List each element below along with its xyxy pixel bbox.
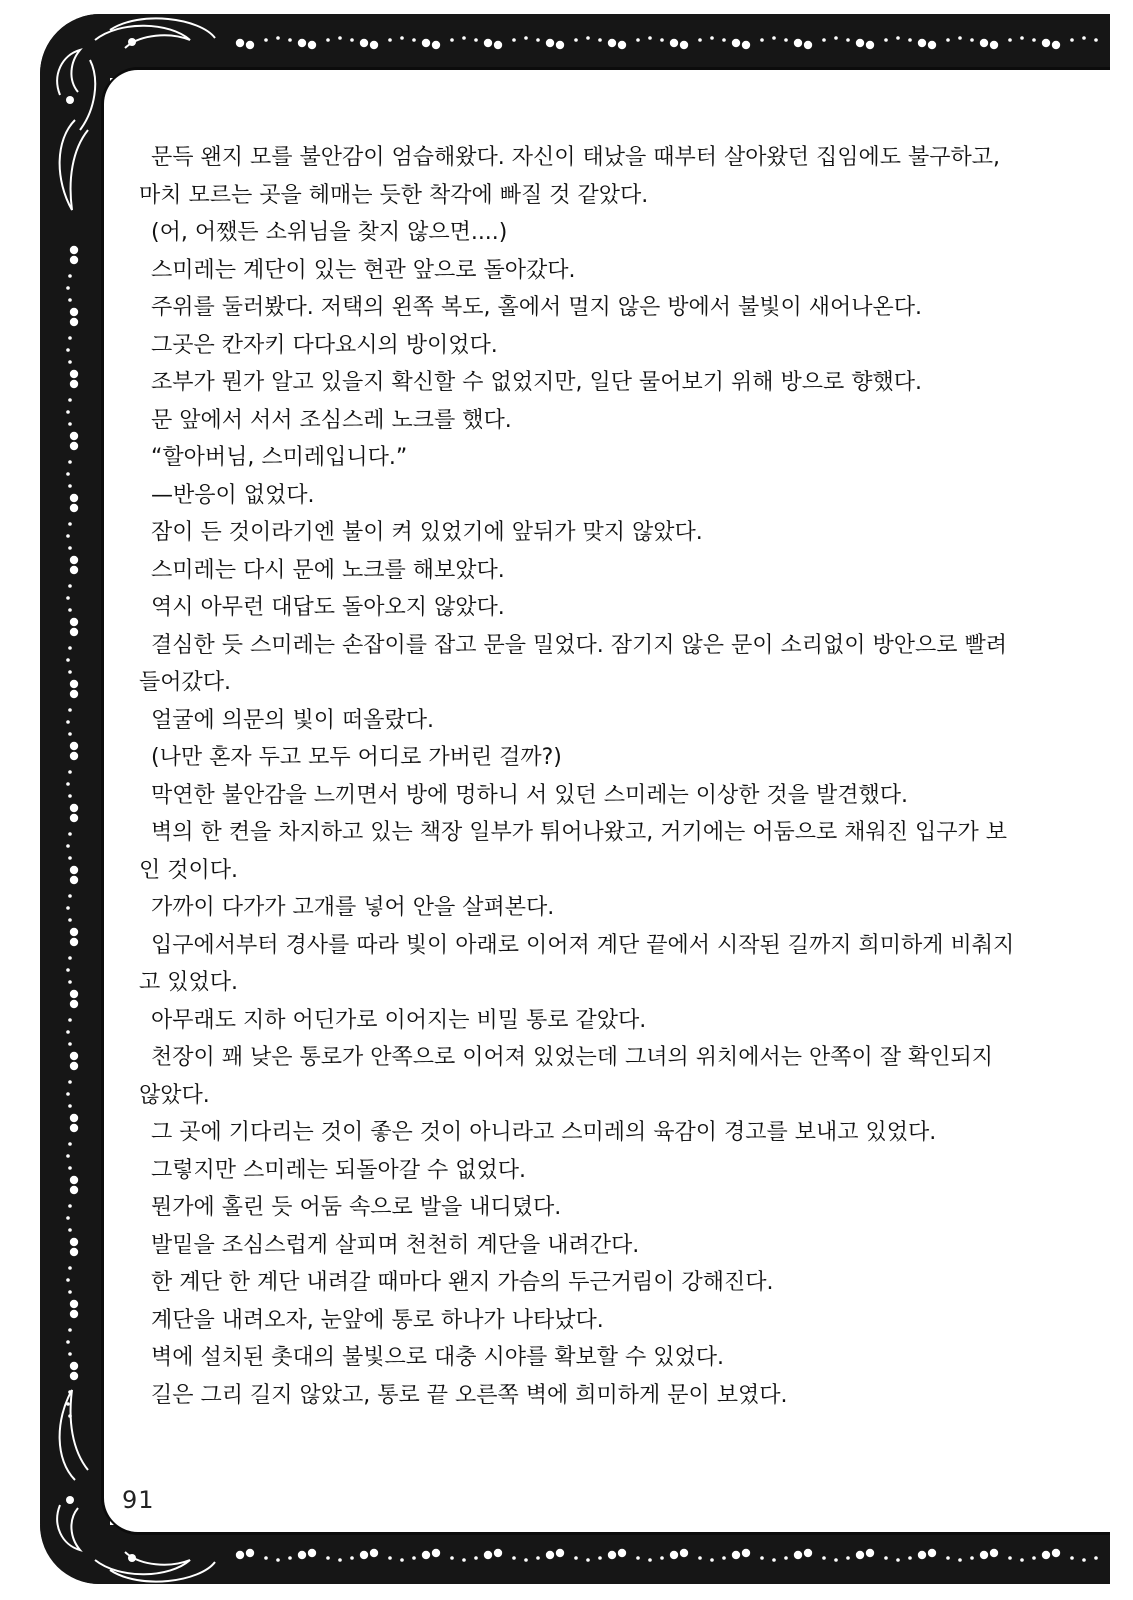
border-dot (946, 38, 950, 42)
border-dot (68, 956, 72, 960)
border-dot (70, 866, 78, 874)
text-line: 막연한 불안감을 느끼면서 방에 멍하니 서 있던 스미레는 이상한 것을 발견했다. (151, 782, 908, 808)
text-line: 스미레는 다시 문에 노크를 해보았다. (151, 557, 505, 583)
border-dot (246, 41, 254, 49)
border-dot (68, 794, 72, 798)
border-dot (68, 546, 72, 550)
border-dot (70, 752, 78, 760)
border-dot (794, 1551, 802, 1559)
corner-scroll (57, 50, 80, 95)
border-dot (524, 1558, 528, 1562)
border-dot (432, 41, 440, 49)
border-dot (70, 556, 78, 564)
text-line: 길은 그리 길지 않았고, 통로 끝 오른쪽 벽에 희미하게 문이 보였다. (151, 1382, 788, 1408)
border-dot (68, 584, 72, 588)
border-dot (494, 41, 502, 49)
border-dot (68, 646, 72, 650)
border-dot (400, 36, 404, 40)
border-dot (760, 1556, 764, 1560)
text-line: 조부가 뭔가 알고 있을지 확신할 수 없었지만, 일단 물어보기 위해 방으로 향했다. (151, 370, 922, 395)
border-dot (70, 742, 78, 750)
border-dot (1052, 41, 1060, 49)
border-dot (512, 1556, 516, 1560)
border-dot (742, 1549, 750, 1557)
text-line: 인 것이다. (139, 857, 238, 883)
border-dot (70, 1000, 78, 1008)
border-dot (484, 1551, 492, 1559)
border-dot (866, 41, 874, 49)
border-dot (1070, 1556, 1074, 1560)
border-dot (68, 856, 72, 860)
border-dot (276, 1558, 280, 1562)
border-dot (556, 1549, 564, 1557)
corner-dot (66, 1496, 74, 1504)
border-dot (70, 494, 78, 502)
border-dot (70, 504, 78, 512)
border-dot (536, 38, 540, 42)
border-dot (298, 1551, 306, 1559)
border-dot (70, 1362, 78, 1370)
border-dot (680, 1549, 688, 1557)
border-dot (68, 398, 72, 402)
border-dot (908, 1556, 912, 1560)
text-line: (어, 어쨌든 소위님을 찾지 않으면....) (151, 220, 508, 245)
border-dot (288, 1556, 292, 1560)
border-dot (70, 566, 78, 574)
border-dot (68, 770, 72, 774)
border-dot (326, 1556, 330, 1560)
border-dot (822, 1556, 826, 1560)
border-dot (70, 1052, 78, 1060)
border-dot (970, 1556, 974, 1560)
border-dot (760, 38, 764, 42)
text-line: 그 곳에 기다리는 것이 좋은 것이 아니라고 스미레의 육감이 경고를 보내고 있었다. (151, 1120, 937, 1145)
border-dot (474, 38, 478, 42)
border-dot (422, 1551, 430, 1559)
border-dot (338, 36, 342, 40)
border-dot (66, 1154, 70, 1158)
border-dot (70, 432, 78, 440)
border-dot (276, 36, 280, 40)
text-line: 역시 아무런 대답도 돌아오지 않았다. (151, 595, 505, 620)
border-dot (66, 1216, 70, 1220)
border-dot (68, 484, 72, 488)
border-dot (450, 38, 454, 42)
border-dot (574, 1556, 578, 1560)
border-dot (70, 1176, 78, 1184)
border-dot (68, 608, 72, 612)
border-dot (722, 38, 726, 42)
border-dot (326, 38, 330, 42)
border-dot (450, 1556, 454, 1560)
border-dot (308, 41, 316, 49)
text-line: (나만 혼자 두고 모두 어디로 가버린 걸까?) (151, 745, 562, 770)
border-dot (896, 1558, 900, 1562)
border-dot (980, 1551, 988, 1559)
border-dot (70, 990, 78, 998)
border-dot (484, 39, 492, 47)
border-dot (990, 41, 998, 49)
border-dot (822, 38, 826, 42)
border-dot (856, 1551, 864, 1559)
text-line: 입구에서부터 경사를 따라 빛이 아래로 이어져 계단 끝에서 시작된 길까지 희미하게 비춰지 (151, 932, 1015, 958)
text-line: 고 있었다. (139, 970, 238, 995)
border-dot (68, 360, 72, 364)
border-dot (350, 1556, 354, 1560)
border-dot (68, 980, 72, 984)
border-dot (68, 708, 72, 712)
border-dot (412, 1556, 416, 1560)
border-dot (884, 38, 888, 42)
border-dot (1052, 1549, 1060, 1557)
border-dot (70, 928, 78, 936)
border-dot (68, 274, 72, 278)
border-dot (1042, 39, 1050, 47)
text-line: 마치 모르는 곳을 헤매는 듯한 착각에 빠질 것 같았다. (139, 182, 649, 208)
border-dot (608, 1551, 616, 1559)
border-dot (546, 39, 554, 47)
page-number: 91 (122, 1486, 155, 1514)
border-dot (68, 1018, 72, 1022)
border-dot (660, 38, 664, 42)
corner-dot (128, 1554, 136, 1562)
text-line: 가까이 다가가 고개를 넣어 안을 살펴본다. (151, 895, 555, 920)
border-dot (598, 38, 602, 42)
border-dot (70, 628, 78, 636)
border-dot (70, 876, 78, 884)
border-dot (742, 41, 750, 49)
border-dot (918, 1551, 926, 1559)
border-dot (68, 894, 72, 898)
border-dot (360, 1551, 368, 1559)
border-dot (70, 1248, 78, 1256)
corner-scroll (57, 1505, 80, 1550)
border-dot (66, 410, 70, 414)
border-dot (670, 39, 678, 47)
border-dot (1082, 1558, 1086, 1562)
border-dot (66, 1030, 70, 1034)
border-dot (680, 41, 688, 49)
border-dot (1094, 1556, 1098, 1560)
border-dot (70, 1238, 78, 1246)
border-dot (856, 39, 864, 47)
border-dot (946, 1556, 950, 1560)
border-dot (388, 38, 392, 42)
border-dot (70, 618, 78, 626)
border-dot (360, 39, 368, 47)
border-dot (462, 36, 466, 40)
border-dot (70, 246, 78, 254)
border-dot (70, 370, 78, 378)
border-dot (66, 782, 70, 786)
border-dot (68, 1352, 72, 1356)
text-line: 발밑을 조심스럽게 살피며 천천히 계단을 내려간다. (151, 1232, 640, 1258)
border-dot (70, 814, 78, 822)
border-dot (846, 1556, 850, 1560)
border-dot (698, 1556, 702, 1560)
border-dot (462, 1558, 466, 1562)
text-line: 뭔가에 홀린 듯 어둠 속으로 발을 내디뎠다. (151, 1195, 562, 1220)
border-dot (308, 1549, 316, 1557)
text-line: 잠이 든 것이라기엔 불이 켜 있었기에 앞뒤가 맞지 않았다. (151, 520, 703, 545)
border-dot (338, 1558, 342, 1562)
corner-scroll (80, 60, 95, 130)
border-dot (70, 318, 78, 326)
text-line: 벽의 한 켠을 차지하고 있는 책장 일부가 튀어나왔고, 거기에는 어둠으로 채워진 입구가 보 (151, 820, 1007, 845)
border-dot (70, 1124, 78, 1132)
border-dot (660, 1556, 664, 1560)
text-line: 천장이 꽤 낮은 통로가 안쪽으로 이어져 있었는데 그녀의 위치에서는 안쪽이 잘 확인되지 (151, 1045, 993, 1070)
corner-dot (128, 38, 136, 46)
border-dot (958, 36, 962, 40)
border-dot (70, 680, 78, 688)
border-dot (370, 1549, 378, 1557)
border-dot (400, 1558, 404, 1562)
border-dot (1008, 1556, 1012, 1560)
border-dot (70, 442, 78, 450)
corner-scroll (95, 1552, 190, 1574)
border-dot (598, 1556, 602, 1560)
border-dot (68, 1080, 72, 1084)
border-dot (68, 1042, 72, 1046)
border-dot (896, 36, 900, 40)
border-dot (70, 690, 78, 698)
border-dot (980, 39, 988, 47)
border-dot (68, 522, 72, 526)
border-dot (474, 1556, 478, 1560)
border-dot (990, 1549, 998, 1557)
border-dot (66, 1340, 70, 1344)
border-dot (70, 380, 78, 388)
border-dot (66, 348, 70, 352)
border-dot (70, 1186, 78, 1194)
border-dot (264, 38, 268, 42)
border-dot (68, 832, 72, 836)
border-dot (784, 1556, 788, 1560)
border-dot (68, 918, 72, 922)
border-dot (536, 1556, 540, 1560)
text-line: 한 계단 한 계단 내려갈 때마다 왠지 가슴의 두근거림이 강해진다. (151, 1270, 774, 1295)
border-dot (866, 1549, 874, 1557)
border-dot (388, 1556, 392, 1560)
border-dot (648, 1558, 652, 1562)
border-dot (710, 36, 714, 40)
border-dot (66, 596, 70, 600)
text-line: 들어갔다. (139, 670, 232, 695)
text-line: 결심한 듯 스미레는 손잡이를 잡고 문을 밀었다. 잠기지 않은 문이 소리없이 방안으로 빨려 (151, 632, 1007, 658)
text-line: 벽에 설치된 촛대의 불빛으로 대충 시야를 확보할 수 있었다. (151, 1345, 724, 1370)
border-dot (636, 1556, 640, 1560)
border-dot (288, 38, 292, 42)
border-dot (68, 1228, 72, 1232)
border-dot (772, 1558, 776, 1562)
border-dot (586, 1558, 590, 1562)
border-dot (66, 844, 70, 848)
border-dot (70, 1114, 78, 1122)
border-dot (1070, 38, 1074, 42)
border-dot (236, 1551, 244, 1559)
border-dot (670, 1551, 678, 1559)
border-dot (68, 1166, 72, 1170)
text-line: 그렇지만 스미레는 되돌아갈 수 없었다. (151, 1157, 526, 1183)
text-line: 주위를 둘러봤다. 저택의 왼쪽 복도, 홀에서 멀지 않은 방에서 불빛이 새어나온다. (151, 295, 922, 320)
border-dot (928, 1549, 936, 1557)
text-line: —반응이 없었다. (151, 482, 315, 508)
border-dot (908, 38, 912, 42)
border-dot (432, 1549, 440, 1557)
text-line: 계단을 내려오자, 눈앞에 통로 하나가 나타났다. (151, 1307, 604, 1333)
text-line: 스미레는 계단이 있는 현관 앞으로 돌아갔다. (151, 257, 576, 283)
border-dot (236, 39, 244, 47)
border-dot (350, 38, 354, 42)
border-dot (884, 1556, 888, 1560)
border-dot (794, 39, 802, 47)
border-dot (1082, 36, 1086, 40)
border-dot (722, 1556, 726, 1560)
border-dot (546, 1551, 554, 1559)
border-dot (70, 938, 78, 946)
border-dot (412, 38, 416, 42)
border-dot (1020, 36, 1024, 40)
text-line: 그곳은 칸자키 다다요시의 방이었다. (151, 332, 498, 358)
border-dot (1042, 1551, 1050, 1559)
border-dot (1032, 1556, 1036, 1560)
border-dot (68, 1204, 72, 1208)
border-dot (732, 39, 740, 47)
body-text (139, 139, 1059, 1414)
border-dot (698, 38, 702, 42)
border-dot (68, 460, 72, 464)
border-dot (772, 36, 776, 40)
border-dot (618, 1549, 626, 1557)
border-dot (648, 36, 652, 40)
border-dot (512, 38, 516, 42)
corner-scroll (60, 1390, 88, 1480)
border-dot (732, 1551, 740, 1559)
border-dot (70, 1310, 78, 1318)
border-dot (618, 41, 626, 49)
border-dot (66, 472, 70, 476)
border-dot (494, 1549, 502, 1557)
border-dot (1020, 1558, 1024, 1562)
border-dot (1032, 38, 1036, 42)
border-dot (246, 1549, 254, 1557)
border-dot (66, 658, 70, 662)
corner-dot (66, 96, 74, 104)
border-dot (66, 286, 70, 290)
border-dot (784, 38, 788, 42)
border-dot (264, 1556, 268, 1560)
border-dot (1094, 38, 1098, 42)
border-dot (422, 39, 430, 47)
border-dot (70, 1300, 78, 1308)
border-dot (66, 968, 70, 972)
border-dot (524, 36, 528, 40)
border-dot (68, 336, 72, 340)
border-dot (68, 298, 72, 302)
border-dot (970, 38, 974, 42)
text-line: 문 앞에서 서서 조심스레 노크를 했다. (151, 407, 512, 433)
text-line: 않았다. (139, 1082, 210, 1108)
border-dot (846, 38, 850, 42)
border-dot (68, 422, 72, 426)
border-dot (68, 670, 72, 674)
border-dot (298, 39, 306, 47)
border-dot (804, 41, 812, 49)
text-line: 문득 왠지 모를 불안감이 엄습해왔다. 자신이 태났을 때부터 살아왔던 집임에도 불구하고, (151, 145, 1000, 170)
border-dot (918, 39, 926, 47)
border-dot (710, 1558, 714, 1562)
border-dot (70, 256, 78, 264)
text-line: 아무래도 지하 어딘가로 이어지는 비밀 통로 같았다. (151, 1007, 647, 1033)
border-dot (928, 41, 936, 49)
border-dot (66, 534, 70, 538)
border-dot (68, 1104, 72, 1108)
border-dot (586, 36, 590, 40)
border-dot (70, 1062, 78, 1070)
border-dot (68, 1328, 72, 1332)
border-dot (70, 1372, 78, 1380)
border-dot (958, 1558, 962, 1562)
border-dot (636, 38, 640, 42)
border-dot (68, 1266, 72, 1270)
border-dot (68, 732, 72, 736)
text-line: “할아버님, 스미레입니다.” (151, 445, 408, 470)
border-dot (370, 41, 378, 49)
border-dot (66, 720, 70, 724)
border-dot (66, 1278, 70, 1282)
corner-scroll (60, 120, 88, 210)
border-dot (804, 1549, 812, 1557)
border-dot (68, 1142, 72, 1146)
border-dot (608, 39, 616, 47)
border-dot (574, 38, 578, 42)
border-dot (556, 41, 564, 49)
text-line: 얼굴에 의문의 빛이 떠올랐다. (151, 707, 434, 733)
border-dot (70, 308, 78, 316)
border-dot (66, 1092, 70, 1096)
border-dot (68, 1290, 72, 1294)
corner-scroll (95, 26, 190, 48)
border-dot (70, 804, 78, 812)
border-dot (1008, 38, 1012, 42)
border-dot (66, 906, 70, 910)
border-dot (834, 1558, 838, 1562)
border-dot (834, 36, 838, 40)
